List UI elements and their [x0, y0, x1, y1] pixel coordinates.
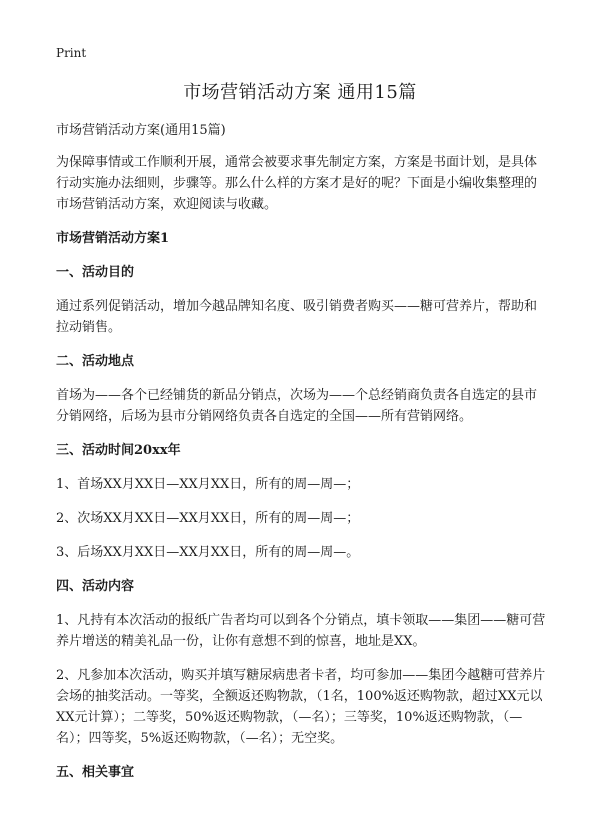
document-subtitle: 市场营销活动方案(通用15篇) — [56, 123, 226, 138]
heading-location: 二、活动地点 — [56, 354, 135, 369]
heading-time: 三、活动时间20xx年 — [56, 443, 181, 458]
intro-paragraph: 为保障事情或工作顺利开展，通常会被要求事先制定方案，方案是书面计划，是具体行动实施办法细则，步骤等。那么什么样的方案才是好的呢？下面是小编收集整理的市场营销活动方案，欢迎阅读与收藏。 — [56, 155, 538, 212]
content-item-1: 1、凡持有本次活动的报纸广告者均可以到各个分销点，填卡领取——集团——糖可营养片增送的精美礼品一份，让你有意想不到的惊喜，地址是XX。 — [56, 613, 546, 649]
document-title: 市场营销活动方案 通用15篇 — [183, 82, 417, 103]
section-title: 市场营销活动方案1 — [56, 231, 170, 246]
purpose-paragraph: 通过系列促销活动，增加今越品牌知名度、吸引销费者购买——糖可营养片，帮助和拉动销售。 — [56, 299, 538, 335]
location-paragraph: 首场为——各个已经铺货的新品分销点，次场为——个总经销商负责各自选定的县市分销网络，后场为县市分销网络负责各自选定的全国——所有营销网络。 — [56, 388, 538, 424]
heading-content: 四、活动内容 — [56, 579, 135, 594]
heading-purpose: 一、活动目的 — [56, 265, 135, 280]
print-link[interactable]: Print — [56, 46, 87, 60]
time-item-1: 1、首场XX月XX日—XX月XX日，所有的周—周—； — [56, 477, 360, 492]
content-item-2: 2、凡参加本次活动，购买并填写糖尿病患者卡者，均可参加——集团今越糖可营养片会场的抽奖活动。一等奖，全额返还购物款，（1名，100%返还购物款，超过XX元以XX元计算）；二等奖，50%返还购物款，（—名）；三等奖，10%返还购物款，（—名）；四等奖，5%返还购物款，（—名）；无空奖。 — [56, 668, 546, 746]
time-item-3: 3、后场XX月XX日—XX月XX日，所有的周—周—。 — [56, 545, 360, 560]
time-item-2: 2、次场XX月XX日—XX月XX日，所有的周—周—； — [56, 511, 360, 526]
heading-related-matters: 五、相关事宜 — [56, 765, 135, 780]
document-body — [56, 120, 548, 796]
